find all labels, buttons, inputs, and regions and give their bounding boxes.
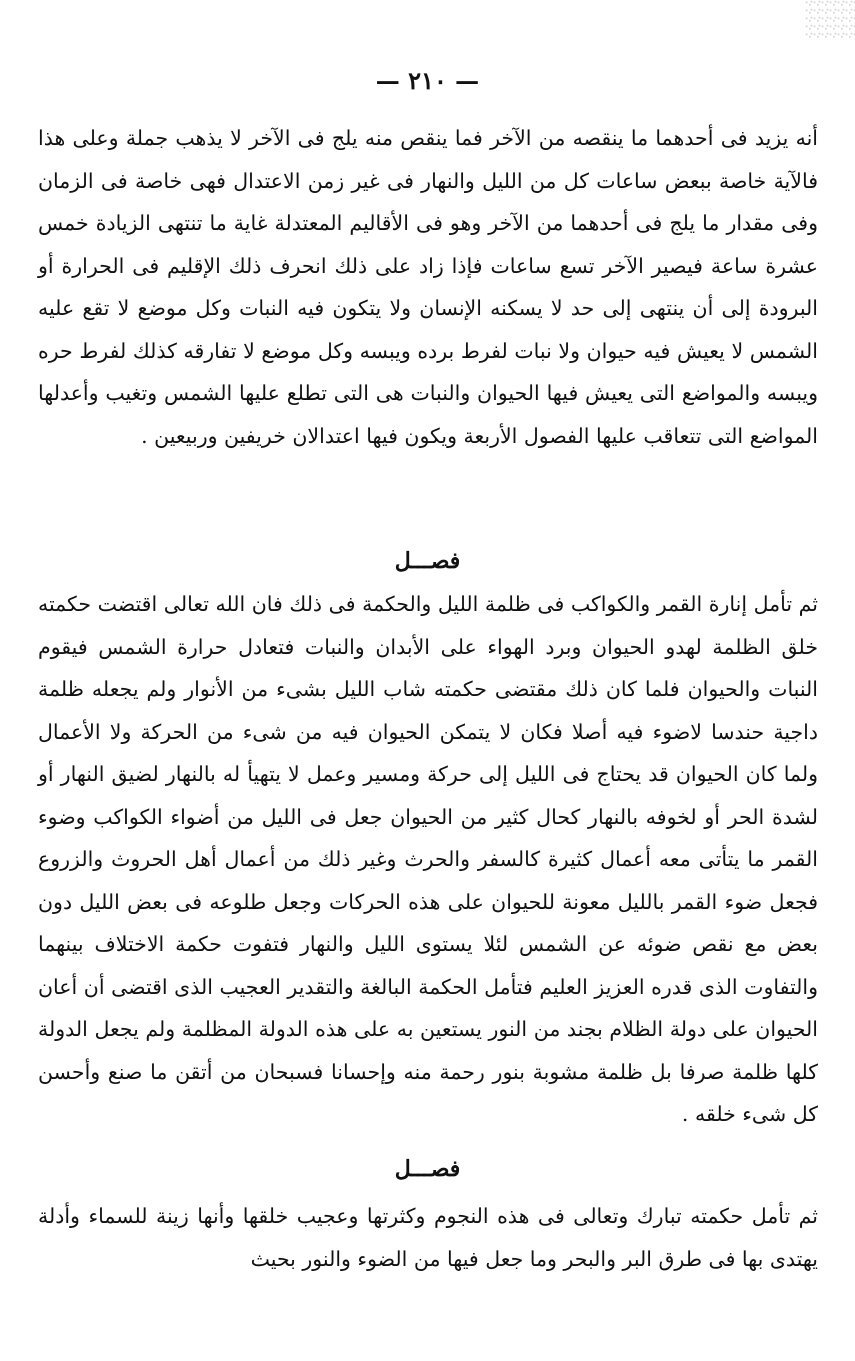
paragraph-1: أنه يزيد فى أحدهما ما ينقصه من الآخر فما ينقص منه يلج فى الآخر لا يذهب جملة وعلى هذا فالآية خاصة ببعض ساعات كل من الليل والنهار فى غير زمن الاعتدال فهى خاصة فى الزمان وفى مقدار ما يلج فى أحدهما من الآخر وهو فى الأقاليم المعتدلة غاية ما تنتهى الزيادة خمس عشرة ساعة فيصير الآخر تسع ساعات فإذا زاد على ذلك انحرف ذلك الإقليم فى الحرارة أو البرودة إلى أن ينتهى إلى حد لا يسكنه الإنسان ولا يتكون فيه النبات وكل موضع لا تقع عليه الشمس لا يعيش فيه حيوان ولا نبات لفرط برده ويبسه وكل موضع لا تفارقه كذلك لفرط حره ويبسه والمواضع التى يعيش فيها الحيوان والنبات هى التى تطلع عليها الشمس وتغيب وأعدلها المواضع التى تتعاقب عليها الفصول الأربعة ويكون فيها اعتدالان خريفين وربيعين .	[38, 126, 818, 448]
paragraph-2-block	[38, 583, 818, 1136]
paragraph-3: ثم تأمل حكمته تبارك وتعالى فى هذه النجوم وكثرتها وعجيب خلقها وأنها زينة للسماء وأدلة يهتدى بها فى طرق البر والبحر وما جعل فيها من الضوء والنور بحيث	[38, 1204, 818, 1271]
section-heading-2: فصـــل	[394, 1156, 461, 1182]
section-heading-1: فصـــل	[394, 548, 461, 574]
paragraph-2: ثم تأمل إنارة القمر والكواكب فى ظلمة الليل والحكمة فى ذلك فان الله تعالى اقتضت حكمته خلق الظلمة لهدو الحيوان وبرد الهواء على الأبدان والنبات فتعادل حرارة الشمس فيقوم النبات والحيوان فلما كان ذلك مقتضى حكمته شاب الليل بشىء من الأنوار ولم يجعله ظلمة داجية حندسا لاضوء فيه أصلا فكان لا يتمكن الحيوان فيه من شىء من الحركة ولا الأعمال ولما كان الحيوان قد يحتاج فى الليل إلى حركة ومسير وعمل لا يتهيأ له بالنهار لضيق النهار أو لشدة الحر أو لخوفه بالنهار كحال كثير من الحيوان جعل فى الليل من أضواء الكواكب وضوء القمر ما يتأتى معه أعمال كثيرة كالسفر والحرث وغير ذلك من أعمال أهل الحروث والزروع فجعل ضوء القمر بالليل معونة للحيوان على هذه الحركات وجعل طلوعه فى بعض الليل دون بعض مع نقص ضوئه عن الشمس لئلا يستوى الليل والنهار فتفوت حكمة الاختلاف بينهما والتفاوت الذى قدره العزيز العليم فتأمل الحكمة البالغة والتقدير العجيب الذى اقتضى أن أعان الحيوان على دولة الظلام بجند من النور يستعين به على هذه الدولة المظلمة ولم يجعل الدولة كلها ظلمة صرفا بل ظلمة مشوبة بنور رحمة منه وإحسانا فسبحان من أتقن ما صنع وأحسن كل شىء خلقه .	[38, 592, 818, 1126]
page-number: — ٢١٠ —	[375, 66, 480, 95]
scan-speckle	[805, 0, 855, 40]
paragraph-1-block	[38, 117, 818, 457]
paragraph-3-block	[38, 1195, 818, 1280]
